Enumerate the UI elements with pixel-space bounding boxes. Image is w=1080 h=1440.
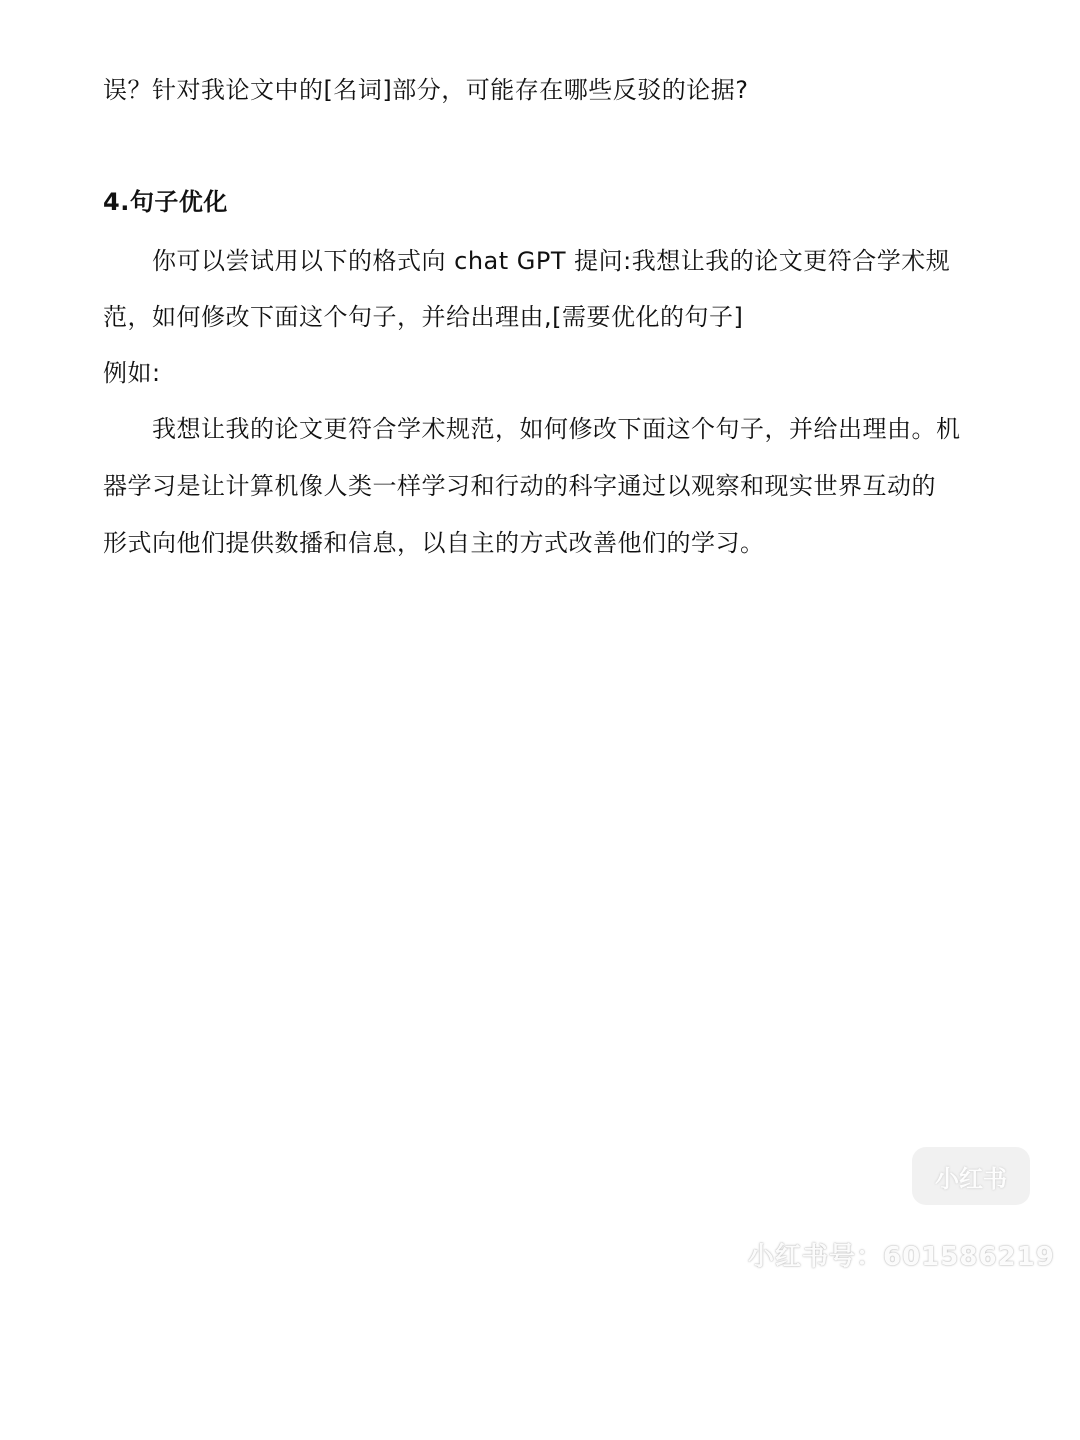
text-line-3: 范，如何修改下面这个句子，并给出理由,[需要优化的句子]: [103, 303, 744, 331]
section-title: 句子优化: [129, 188, 228, 216]
text-line-5: 我想让我的论文更符合学术规范，如何修改下面这个句子，并给出理由。机: [152, 415, 961, 443]
watermark-logo: 小红书: [912, 1147, 1030, 1205]
text-line-6: 器学习是让计算机像人类一样学习和行动的科字通过以观察和现实世界互动的: [103, 472, 936, 500]
text-line-1: 误？针对我论文中的[名词]部分，可能存在哪些反驳的论据?: [103, 76, 749, 104]
text-line-7: 形式向他们提供数播和信息，以自主的方式改善他们的学习。: [103, 529, 765, 557]
text-line-4: 例如:: [103, 359, 161, 387]
section-number: 4.: [103, 188, 130, 216]
text-line-2: 你可以尝试用以下的格式向 chat GPT 提问:我想让我的论文更符合学术规: [152, 247, 951, 275]
watermark-account: 小红书号：601586219: [748, 1242, 1055, 1272]
section-heading: [103, 186, 228, 218]
